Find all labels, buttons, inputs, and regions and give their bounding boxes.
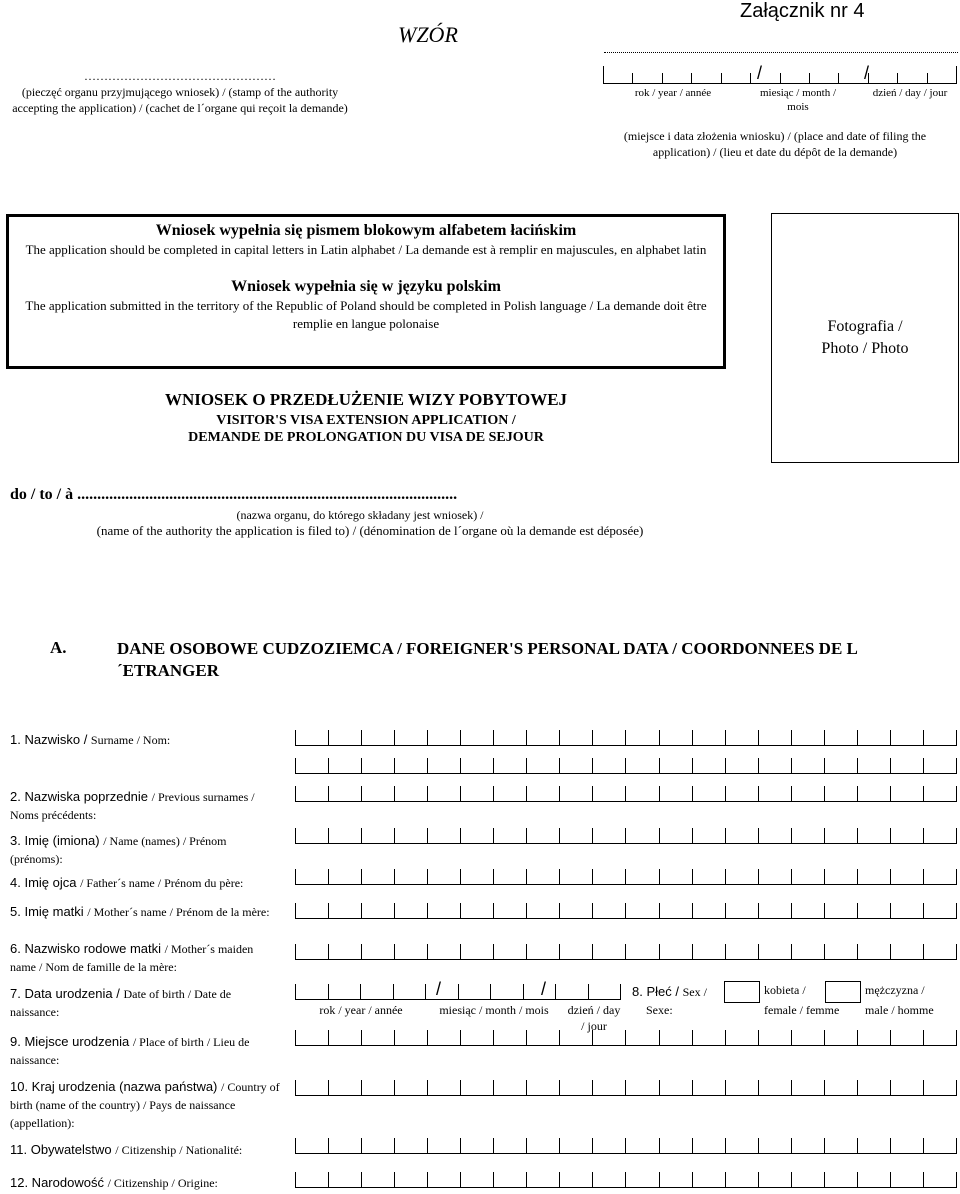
watermark-title: WZÓR [398,22,458,47]
male-checkbox[interactable] [825,981,861,1003]
stamp-caption: (pieczęć organu przyjmującego wniosek) / (stamp of the authority accepting the application) / (cachet de l´organe qui reçoit la demande) [12,85,348,115]
addressee-field[interactable]: do / to / à ............................................................................................... [10,486,458,503]
form-subtitle-fr: DEMANDE DE PROLONGATION DU VISA DE SEJOUR [188,430,544,445]
nationality-input[interactable] [295,1172,957,1188]
birthdate-input[interactable] [295,984,621,1000]
form-subtitle [40,412,692,446]
field-label-father-name: 4. Imię ojca / Father´s name / Prénom du père: [10,875,244,890]
photo-label-1: Fotografia / [827,318,903,335]
field-label-surname: 1. Nazwisko / Surname / Nom: [10,732,171,747]
instruction-text-1: The application should be completed in capital letters in Latin alphabet / La demande est à remplir en majuscules, en alphabet latin [25,242,707,257]
stamp-dots: ………………………………………… [84,69,276,83]
birthdate-month-caption: miesiąc / month / mois [439,1003,549,1017]
filing-date-field[interactable] [603,63,957,84]
birth-country-input[interactable] [295,1080,957,1096]
date-day-caption: dzień / day / jour [872,87,948,99]
date-year-caption: rok / year / année [634,87,712,99]
female-label: kobieta / female / femme [764,983,840,1017]
field-label-birth-country: 10. Kraj urodzenia (nazwa państwa) / Country of birth (name of the country) / Pays de naissance (appellation): [10,1079,280,1130]
section-letter: A. [50,638,67,657]
photo-label-2: Photo / Photo [821,340,909,357]
instruction-heading-1: Wniosek wypełnia się pismem blokowym alfabetem łacińskim [155,222,577,239]
names-input[interactable] [295,828,957,844]
mother-name-input[interactable] [295,903,957,919]
date-slash-1: / [757,63,763,83]
form-title: WNIOSEK O PRZEDŁUŻENIE WIZY POBYTOWEJ [164,390,568,409]
field-label-nationality: 12. Narodowość / Citizenship / Origine: [10,1175,218,1190]
addressee-hint-en: (name of the authority the application is filed to) / (dénomination de l´organe où la demande est déposée) [96,523,644,538]
field-label-citizenship: 11. Obywatelstwo / Citizenship / Nationalité: [10,1142,243,1157]
date-slash-2: / [864,63,870,83]
photo-box[interactable] [771,213,959,463]
form-subtitle-en: VISITOR'S VISA EXTENSION APPLICATION / [216,413,516,428]
male-label: mężczyzna / male / homme [865,983,934,1017]
field-label-sex: 8. Płeć / Sex / Sexe: [632,984,707,1017]
surname-input-row2[interactable] [295,758,957,774]
field-label-previous-surnames: 2. Nazwiska poprzednie / Previous surnames / Noms précédents: [10,789,255,822]
instructions-box [6,214,726,369]
birthdate-slash-1: / [436,979,442,999]
annex-label: Załącznik nr 4 [740,0,865,22]
section-title: DANE OSOBOWE CUDZOZIEMCA / FOREIGNER'S PERSONAL DATA / COORDONNEES DE L´ETRANGER [117,639,858,680]
citizenship-input[interactable] [295,1138,957,1154]
field-label-mother-maiden: 6. Nazwisko rodowe matki / Mother´s maiden name / Nom de famille de la mère: [10,941,254,974]
female-checkbox[interactable] [724,981,760,1003]
birthdate-year-caption: rok / year / année [319,1003,403,1017]
date-month-caption: miesiąc / month / mois [759,87,837,113]
field-label-mother-name: 5. Imię matki / Mother´s name / Prénom de la mère: [10,904,270,919]
field-label-birthdate: 7. Data urodzenia / Date of birth / Date de naissance: [10,986,232,1019]
previous-surnames-input[interactable] [295,786,957,802]
birthdate-slash-2: / [541,979,547,999]
field-label-birthplace: 9. Miejsce urodzenia / Place of birth / Lieu de naissance: [10,1034,250,1067]
mother-maiden-input[interactable] [295,944,957,960]
father-name-input[interactable] [295,869,957,885]
birthplace-input[interactable] [295,1030,957,1046]
surname-input-row1[interactable] [295,730,957,746]
field-label-names: 3. Imię (imiona) / Name (names) / Prénom (prénoms): [10,833,227,866]
instruction-heading-2: Wniosek wypełnia się w języku polskim [231,278,501,295]
addressee-hint-pl: (nazwa organu, do którego składany jest wniosek) / [236,508,484,522]
dotted-divider [604,52,958,53]
place-date-caption: (miejsce i data złożenia wniosku) / (place and date of filing the application) / (lieu et date du dépôt de la demande) [623,129,927,159]
stamp-area [10,68,350,116]
birthdate-day-caption: dzień / day / jour [567,1003,621,1033]
instruction-text-2: The application submitted in the territory of the Republic of Poland should be completed in Polish language / La demande doit être remplie en langue polonaise [25,298,707,331]
